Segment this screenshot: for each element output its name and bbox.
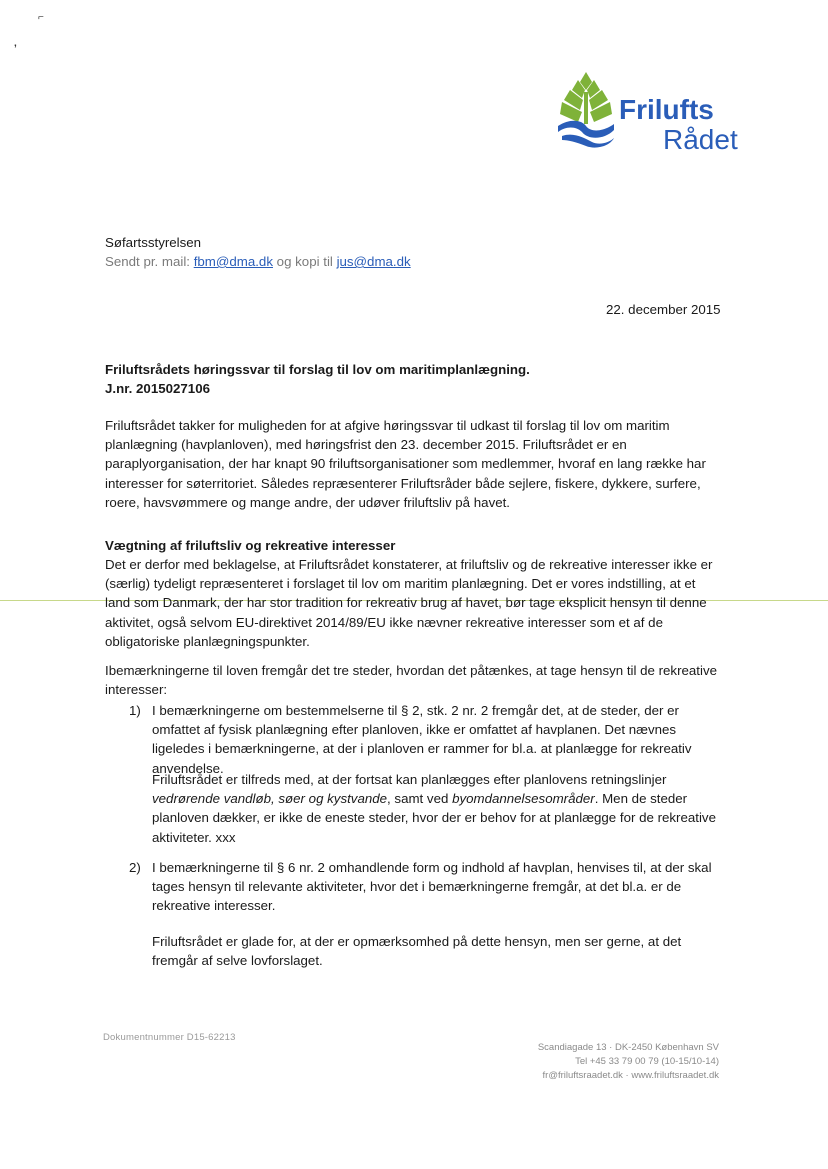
footer-web: fr@friluftsraadet.dk · www.friluftsraadet.dk bbox=[542, 1070, 719, 1081]
recipient-name: Søfartsstyrelsen bbox=[105, 235, 202, 250]
sent-by-line bbox=[105, 252, 411, 271]
section-heading: Vægtning af friluftsliv og rekreative interesser bbox=[105, 538, 396, 553]
email-link-jus[interactable]: jus@dma.dk bbox=[336, 254, 411, 269]
leaf-wave-icon bbox=[556, 68, 616, 148]
logo-text-raadet: Rådet bbox=[663, 124, 738, 155]
list-number: 1) bbox=[129, 703, 141, 718]
recipient-block bbox=[105, 233, 411, 271]
list-number: 2) bbox=[129, 860, 141, 875]
email-link-fbm[interactable]: fbm@dma.dk bbox=[193, 254, 273, 269]
text-run: , samt ved bbox=[387, 791, 453, 807]
list-item-text: Friluftsrådet er glade for, at der er opmærksomhed på dette hensyn, men ser gerne, at det fremgår af selve lovforslaget. bbox=[152, 934, 682, 969]
weighting-paragraph: Det er derfor med beklagelse, at Friluftsrådet konstaterer, at friluftsliv og de rekreative interesser ikke er (særlig) tydeligt repræsenteret i forslaget til lov om maritim planlægning. Det er vores indstilling, at et land som Danmark, der har stor tradition for rekreativ brug af havet, bør tage eksplicit hensyn til denne aktivitet, også selvom EU-direktivet 2014/89/EU ikke nævner rekreative interesser som et af de obligatoriske planlægningspunkter. bbox=[105, 557, 713, 649]
footer-address: Scandiagade 13 · DK-2450 København SV bbox=[537, 1042, 719, 1053]
intro-paragraph: Friluftsrådet takker for muligheden for at afgive høringssvar til udkast til forslag til lov om maritim planlægning (havplanloven), med høringsfrist den 23. december 2015. Friluftsrådet er en paraplyorganisation, der har knapt 90 friluftsorganisationer som medlemmer, hvoraf en lang række har interesser for søterritoriet. Således repræsenterer Friluftsråder både sejlere, fiskere, dykkere, surfere, roere, havsvømmere og mange andre, der udøver friluftsliv på havet. bbox=[105, 418, 706, 510]
footer-contact bbox=[538, 1041, 719, 1083]
text-run: Friluftsrådet er tilfreds med, at der fortsat kan planlægges efter planlovens retningslinjer bbox=[152, 772, 667, 787]
list-item-text: I bemærkningerne om bestemmelserne til § 2, stk. 2 nr. 2 fremgår det, at de steder, der er omfattet af fysisk planlægning efter planloven, ikke er omfattet af havplanen. Det nævnes ligeledes i bemærkningerne, at der i planloven er rammer for bl.a. at planlægge for rekreativ anvendelse. bbox=[152, 703, 692, 776]
friluftsraadet-logo bbox=[556, 68, 751, 158]
logo-text-frilufts: Frilufts bbox=[619, 94, 714, 125]
text-run: . Men de steder planloven dækker, er ikke de eneste steder, hvor der er behov for at planlægge for de rekreative aktiviteter. xxx bbox=[152, 791, 716, 845]
subject-block bbox=[105, 360, 725, 398]
emphasis-text: byomdannelsesområder bbox=[452, 791, 595, 807]
list-item-text bbox=[152, 770, 719, 847]
sent-prefix: Sendt pr. mail: bbox=[105, 254, 194, 269]
sent-middle: og kopi til bbox=[272, 254, 337, 269]
journal-number: J.nr. 2015027106 bbox=[105, 381, 210, 396]
subject-title: Friluftsrådets høringssvar til forslag til lov om maritimplanlægning. bbox=[105, 362, 530, 377]
scan-mark: , bbox=[14, 38, 17, 49]
emphasis-text: vedrørende vandløb, søer og kystvande bbox=[152, 791, 388, 807]
document-number: Dokumentnummer D15-62213 bbox=[103, 1032, 236, 1043]
footer-phone: Tel +45 33 79 00 79 (10-15/10-14) bbox=[575, 1056, 719, 1067]
list-item-text: I bemærkningerne til § 6 nr. 2 omhandlende form og indhold af havplan, henvises til, at der skal tages hensyn til relevante aktiviteter, hvor det i bemærkningerne fremgår, at det bl.a. er de rekreative interesser. bbox=[152, 860, 712, 914]
scan-mark: ⌐ bbox=[38, 12, 44, 23]
letter-date: 22. december 2015 bbox=[606, 302, 721, 317]
list-intro-paragraph: Ibemærkningerne til loven fremgår det tre steder, hvordan det påtænkes, at tage hensyn til de rekreative interesser: bbox=[105, 663, 717, 698]
